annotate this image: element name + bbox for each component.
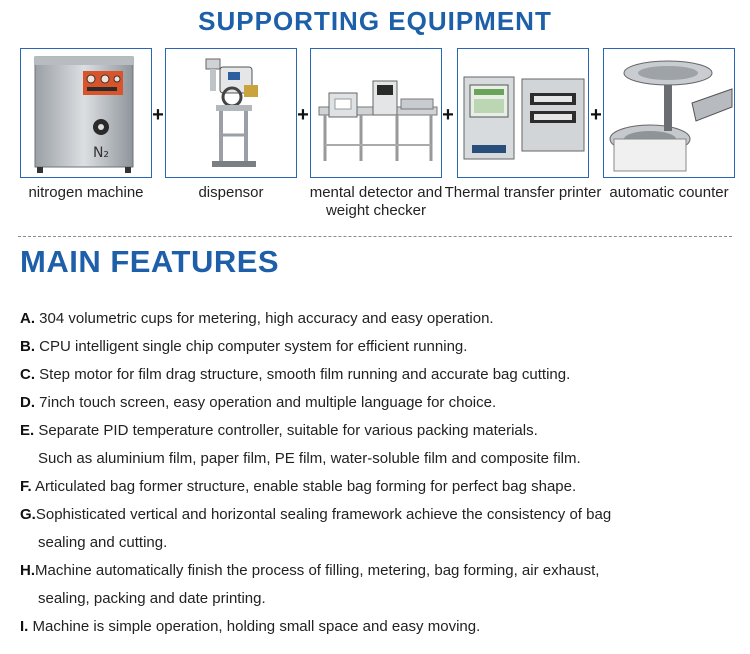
feature-item: B. CPU intelligent single chip computer system for efficient running. xyxy=(20,338,468,355)
feature-item: F. Articulated bag former structure, enable stable bag forming for perfect bag shape. xyxy=(20,478,577,495)
equipment-nitrogen-machine xyxy=(20,48,152,201)
features-list xyxy=(20,305,740,641)
equipment-caption: automatic counter xyxy=(609,184,729,201)
equipment-caption: dispensor xyxy=(198,184,264,201)
equipment-caption: Thermal transfer printer xyxy=(444,184,602,201)
plus-sign: + xyxy=(442,104,454,126)
feature-continuation: sealing, packing and date printing. xyxy=(38,590,266,607)
nitrogen-label: N₂ xyxy=(92,145,110,161)
section-divider xyxy=(18,236,732,237)
equipment-dispensor xyxy=(165,48,297,201)
equipment-caption: mental detector and weight checker xyxy=(309,184,443,219)
feature-item: A. 304 volumetric cups for metering, high accuracy and easy operation. xyxy=(20,310,494,327)
plus-sign: + xyxy=(590,104,602,126)
feature-item: E. Separate PID temperature controller, suitable for various packing materials. Such as aluminium film, paper film, PE film, water-soluble film and composite film. xyxy=(20,417,740,473)
dispensor-photo xyxy=(165,48,297,178)
feature-item: G.Sophisticated vertical and horizontal sealing framework achieve the consistency of bag sealing and cutting. xyxy=(20,501,740,557)
equipment-automatic-counter xyxy=(603,48,735,201)
supporting-equipment-title: SUPPORTING EQUIPMENT xyxy=(198,6,552,36)
feature-item: C. Step motor for film drag structure, smooth film running and accurate bag cutting. xyxy=(20,366,571,383)
thermal-printer-photo xyxy=(457,48,589,178)
feature-item: D. 7inch touch screen, easy operation and multiple language for choice. xyxy=(20,394,497,411)
equipment-thermal-printer xyxy=(444,48,602,201)
metal-detector-photo xyxy=(310,48,442,178)
feature-continuation: Such as aluminium film, paper film, PE film, water-soluble film and composite film. xyxy=(38,450,581,467)
plus-sign: + xyxy=(152,104,164,126)
main-features-title: MAIN FEATURES xyxy=(20,244,280,279)
feature-continuation: sealing and cutting. xyxy=(38,534,168,551)
equipment-metal-detector xyxy=(309,48,443,219)
plus-sign: + xyxy=(297,104,309,126)
automatic-counter-photo xyxy=(603,48,735,178)
nitrogen-machine-photo xyxy=(20,48,152,178)
equipment-caption: nitrogen machine xyxy=(28,184,144,201)
feature-item: I. Machine is simple operation, holding small space and easy moving. xyxy=(20,618,481,635)
feature-item: H.Machine automatically finish the process of filling, metering, bag forming, air exhaust, sealing, packing and date printing. xyxy=(20,557,740,613)
